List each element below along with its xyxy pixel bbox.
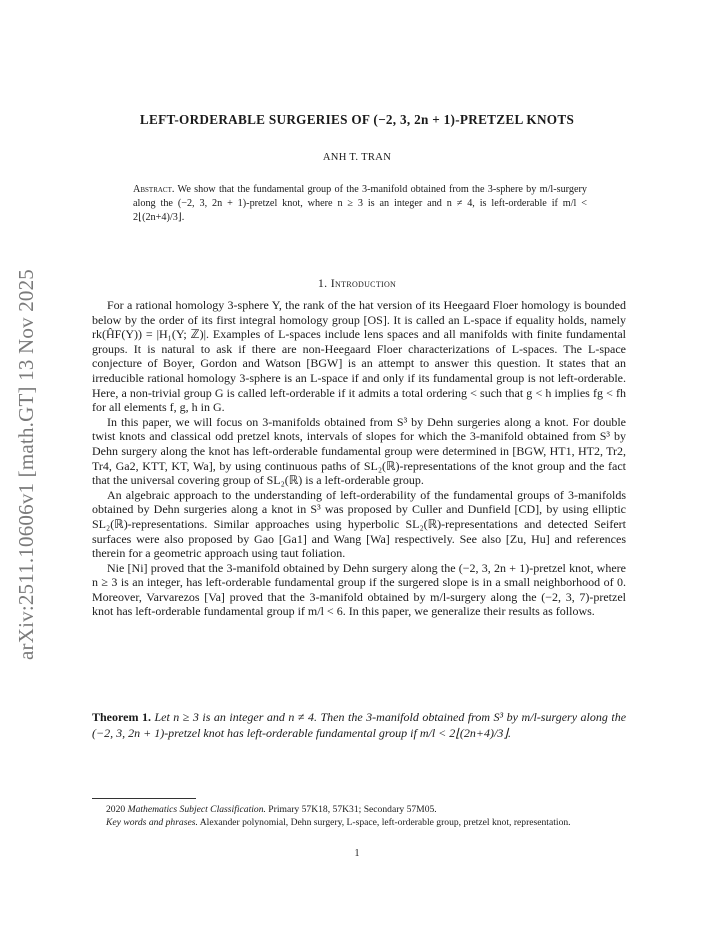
footnote-divider [92,798,196,799]
theorem-statement: Let n ≥ 3 is an integer and n ≠ 4. Then the 3-manifold obtained from S³ by m/l-surgery along the (−2, 3, 2n + 1)-pretzel knot has left-orderable fundamental group if m/l < 2⌊(2n+4)/3⌋. [92,710,627,740]
keywords-label: Key words and phrases. [106,817,198,829]
keywords-footnote [92,816,626,829]
classification-label: Mathematics Subject Classification. [127,804,266,815]
page-number: 1 [354,848,360,859]
keywords-text: Alexander polynomial, Dehn surgery, L-space, left-orderable group, pretzel knot, representation. [199,817,571,829]
introduction-body [92,298,626,619]
section-heading: 1. Introduction [317,276,397,290]
abstract-text: We show that the fundamental group of the 3-manifold obtained from the 3-sphere by m/l-surgery along the (−2, 3, 2n + 1)-pretzel knot, where n ≥ 3 is an integer and n ≠ 4, is left-orderable if m/l < 2⌊(2n+4)/3⌋. [133,184,587,224]
author-name: ANH T. TRAN [322,152,392,163]
classification-year: 2020 [106,804,126,815]
paper-title: LEFT-ORDERABLE SURGERIES OF (−2, 3, 2n + 1)-PRETZEL KNOTS [139,112,575,127]
abstract-label: Abstract. [133,184,175,195]
paragraph: An algebraic approach to the understanding of left-orderability of the fundamental groups of 3-manifolds obtained by Dehn surgeries along a knot in S³ was proposed by Culler and Dunfield [CD], by using elliptic SL₂(ℝ)-representations. Similar approaches using hyperbolic SL₂(ℝ)-representations and detected Seifert surfaces were also proposed by Gao [Ga1] and Wang [Wa] respectively. See also [Zu, Hu] and references therein for a geometric approach using taut foliation. [92,487,626,561]
classification-footnote [92,803,626,816]
theorem-block [92,710,626,741]
paragraph: Nie [Ni] proved that the 3-manifold obtained by Dehn surgery along the (−2, 3, 2n + 1)-pretzel knot, where n ≥ 3 is an integer, has left-orderable fundamental group if the surgered slope is in a small neighborhood of 0. Moreover, Varvarezos [Va] proved that the 3-manifold obtained by m/l-surgery along the (−2, 3, 7)-pretzel knot has left-orderable fundamental group if m/l < 6. In this paper, we generalize their results as follows. [92,560,626,619]
theorem-label: Theorem 1. [92,710,151,724]
arxiv-identifier-stamp[interactable]: arXiv:2511.10606v1 [math.GT] 13 Nov 2025 [14,268,38,660]
abstract [133,183,587,226]
paragraph: For a rational homology 3-sphere Y, the rank of the hat version of its Heegaard Floer homology is bounded below by the order of its first integral homology group [OS]. It is called an L-space if equality holds, namely rk(ĤF(Y)) = |H₁(Y; ℤ)|. Examples of L-spaces include lens spaces and all manifolds with finite fundamental groups. It is natural to ask if there are non-Heegaard Floer characterizations of L-spaces. The L-space conjecture of Boyer, Gordon and Watson [BGW] is an attempt to answer this question. It states that an irreducible rational homology 3-sphere is an L-space if and only if its fundamental group is not left-orderable. Here, a non-trivial group G is called left-orderable if it admits a total ordering < such that g < h implies fg < fh for all elements f, g, h in G. [92,298,626,415]
footnotes [92,803,626,829]
paragraph: In this paper, we will focus on 3-manifolds obtained from S³ by Dehn surgeries along a knot. For double twist knots and classical odd pretzel knots, intervals of slopes for which the 3-manifold obtained from S³ by Dehn surgery along the knot has left-orderable fundamental group were determined in [BGW, HT1, HT2, Tr2, Tr4, Ga2, KTT, KT, Wa], by using continuous paths of SL₂(ℝ)-representations of the knot group and the fact that the universal covering group of SL₂(ℝ) is a left-orderable group. [92,414,626,488]
classification-text: Primary 57K18, 57K31; Secondary 57M05. [268,804,437,815]
